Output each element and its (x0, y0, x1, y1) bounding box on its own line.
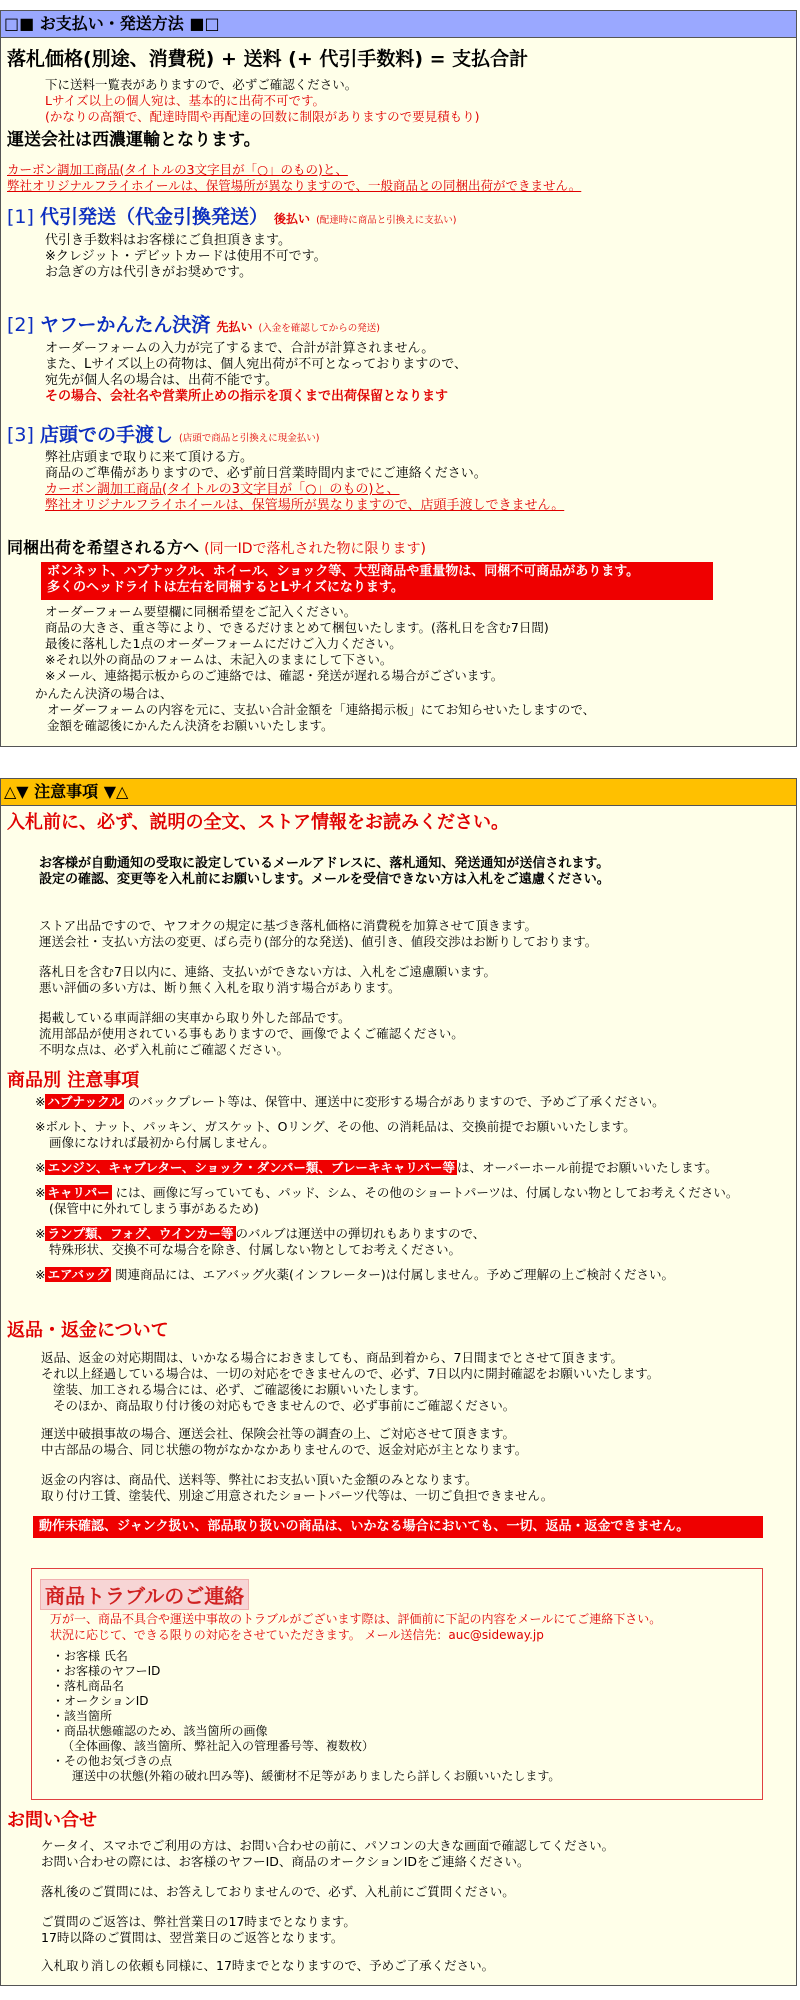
return-line: 中古部品の場合、同じ状態の物がなかなかありませんので、返金対応が主となります。 (41, 1442, 528, 1457)
contact-line: ご質問のご返答は、弊社営業日の17時までとなります。 (41, 1914, 356, 1929)
item-text: には、画像に写っていても、パッド、シム、その他のショートパーツは、付属しない物としてお考えください。 (115, 1185, 739, 1200)
method-title: 店頭での手渡し (39, 424, 173, 446)
item-text: は、オーバーホール前提でお願いいたします。 (457, 1160, 718, 1175)
method-line: オーダーフォームの入力が完了するまで、合計が計算されません。 (45, 341, 435, 356)
contact-para-3 (41, 1914, 356, 1946)
mail-line: お客様が自動通知の受取に設定しているメールアドレスに、落札通知、発送通知が送信されます。 (39, 856, 610, 871)
trouble-red-line: 状況に応じて、できる限りの対応をさせていただきます。 メール送信先：auc@sideway.jp (50, 1628, 544, 1642)
item-tag: エンジン、キャブレター、ショック・ダンパー類、ブレーキキャリパー等 (47, 1160, 455, 1175)
trouble-red-line: 万が一、商品不具合や運送中事故のトラブルがございます際は、評価前に下記の内容をメールにてご連絡下さい。 (50, 1612, 662, 1626)
trouble-title: 商品トラブルのご連絡 (40, 1579, 249, 1610)
method-line: 宛先が個人名の場合は、出荷不能です。 (45, 373, 278, 388)
trouble-item: ・オークションID (52, 1694, 149, 1708)
method-cod-heading (7, 208, 457, 227)
para-line: 不明な点は、必ず入札前にご確認ください。 (39, 1042, 290, 1057)
item-sub: 特殊形状、交換不可な場合を除き、付属しない物としてお考えください。 (49, 1242, 462, 1257)
item-sub: 画像になければ最初から付属しません。 (49, 1135, 275, 1150)
item-note: ※ キャリパー には、画像に写っていても、パッド、シム、その他のショートパーツは、付属しない物としてお考えください。 (35, 1185, 739, 1200)
carbon-notice (7, 162, 581, 194)
item-tag: ハブナックル (47, 1094, 122, 1109)
trouble-list (52, 1649, 560, 1784)
method-yahoo-heading (7, 316, 380, 335)
mail-notice (39, 856, 610, 888)
carbon-line: 弊社オリジナルフライホイールは、保管場所が異なりますので、一般商品との同梱出荷ができません。 (7, 178, 582, 193)
item-sub: (保管中に外れてしまう事があるため) (49, 1201, 259, 1216)
mail-line: 設定の確認、変更等を入札前にお願いします。メールを受信できない方は入札をご遠慮ください。 (39, 872, 610, 887)
bundle-warning (41, 562, 713, 600)
method-yahoo-body (45, 341, 467, 405)
method-subnote: (配達時に商品と引換えに支払い) (316, 215, 457, 226)
trouble-item: ・商品状態確認のため、該当箇所の画像 (52, 1724, 268, 1738)
item-note: ※ エンジン、キャブレター、ショック・ダンパー類、ブレーキキャリパー等 は、オーバーホール前提でお願いいたします。 (35, 1160, 718, 1175)
intro-line: 下に送料一覧表がありますので、必ずご確認ください。 (45, 77, 358, 92)
kantan-body (35, 686, 595, 734)
warning-line: ボンネット、ハブナックル、ホイール、ショック等、大型商品や重量物は、同梱不可商品があります。 (47, 564, 640, 579)
payment-shipping-panel (0, 10, 797, 747)
contact-title: お問い合せ (7, 1810, 97, 1831)
item-text: のバルブは運送中の弾切れもありますので、 (235, 1226, 486, 1241)
kantan-line: 金額を確認後にかんたん決済をお願いいたします。 (47, 718, 334, 733)
method-title: 代引発送（代金引換発送） (39, 206, 268, 228)
method-line: 商品のご準備がありますので、必ず前日営業時間内までにご連絡ください。 (45, 466, 487, 481)
return-line: 取り付け工賃、塗装代、別途ご用意されたショートパーツ代等は、一切ご負担できません。 (41, 1488, 554, 1503)
method-red-line: カーボン調加工商品(タイトルの3文字目が「○」のもの)と、 (45, 482, 400, 497)
notes-header: △▼ 注意事項 ▼△ (1, 779, 796, 806)
trouble-item: 運送中の状態(外箱の破れ凹み等)、緩衝材不足等がありましたら詳しくお願いいたします。 (72, 1769, 561, 1783)
item-note: ※ボルト、ナット、パッキン、ガスケット、Oリング、その他、の消耗品は、交換前提でお願いいたします。 (35, 1119, 636, 1134)
notes-panel (0, 778, 797, 1986)
method-red-line: その場合、会社名や営業所止めの指示を頂くまで出荷保留となります (45, 389, 449, 404)
trouble-item: （全体画像、該当箇所、弊社記入の管理番号等、複数枚） (62, 1739, 375, 1753)
para-line: 運送会社・支払い方法の変更、ばら売り(部分的な発送)、値引き、値段交渉はお断りしております。 (39, 934, 598, 949)
bundle-line: オーダーフォーム要望欄に同梱希望をご記入ください。 (45, 604, 357, 619)
item-text: ボルト、ナット、パッキン、ガスケット、Oリング、その他、の消耗品は、交換前提でお願いいたします。 (45, 1119, 636, 1134)
kantan-line: オーダーフォームの内容を元に、支払い合計金額を「連絡掲示板」にてお知らせいたしますので、 (47, 702, 596, 717)
item-text: のバックプレート等は、保管中、運送中に変形する場合がありますので、予めご了承ください。 (127, 1094, 665, 1109)
carbon-line: カーボン調加工商品(タイトルの3文字目が「○」のもの)と、 (7, 162, 348, 177)
contact-line: 入札取り消しの依頼も同様に、17時までとなりますので、予めご了承ください。 (41, 1958, 495, 1973)
price-formula: 落札価格(別途、消費税) + 送料 (+ 代引手数料) = 支払合計 (7, 48, 529, 70)
trouble-item: ・お客様 氏名 (52, 1649, 128, 1663)
method-number: [2] (7, 314, 34, 336)
method-line: ※クレジット・デビットカードは使用不可です。 (45, 249, 327, 264)
intro-red-line: Lサイズ以上の個人宛は、基本的に出荷不可です。 (45, 93, 325, 108)
warning-line: 多くのヘッドライトは左右を同梱するとLサイズになります。 (47, 580, 404, 595)
bundle-line: ※それ以外の商品のフォームは、未記入のままにして下さい。 (45, 652, 393, 667)
bundle-line: 商品の大きさ、重さ等により、できるだけまとめて梱包いたします。(落札日を含む7日間) (45, 620, 549, 635)
notes-para-3 (39, 1010, 464, 1058)
method-line: 弊社店頭まで取りに来て頂ける方。 (45, 450, 254, 465)
method-sub: 先払い (216, 320, 253, 334)
method-line: お急ぎの方は代引きがお奨めです。 (45, 265, 252, 280)
item-tag: ランプ類、フォグ、ウインカー等 (47, 1226, 234, 1241)
method-store-body (45, 450, 564, 514)
contact-line: ケータイ、スマホでご利用の方は、お問い合わせの前に、パソコンの大きな画面で確認してください。 (41, 1838, 615, 1853)
contact-line: 落札後のご質問には、お答えしておりませんので、必ず、入札前にご質問ください。 (41, 1884, 515, 1899)
return-line: 運送中破損事故の場合、運送会社、保険会社等の調査の上、ご対応させて頂きます。 (41, 1426, 516, 1441)
return-line: そのほか、商品取り付け後の対応もできませんので、必ず事前にご確認ください。 (53, 1398, 516, 1413)
item-note: ※ ランプ類、フォグ、ウインカー等 のバルブは運送中の弾切れもありますので、 (35, 1226, 486, 1241)
notes-para-2 (39, 964, 496, 996)
method-line: また、Lサイズ以上の荷物は、個人宛出荷が不可となっておりますので、 (45, 357, 467, 372)
method-store-heading (7, 426, 319, 445)
item-notes-list (35, 1094, 738, 1283)
contact-para-1 (41, 1838, 614, 1870)
method-title: ヤフーかんたん決済 (39, 314, 211, 336)
trouble-box (31, 1568, 763, 1800)
return-title: 返品・返金について (7, 1320, 169, 1341)
method-red-line: 弊社オリジナルフライホイールは、保管場所が異なりますので、店頭手渡しできません。 (45, 498, 565, 513)
return-warning (33, 1516, 763, 1538)
para-line: 落札日を含む7日以内に、連絡、支払いができない方は、入札をご遠慮願います。 (39, 964, 496, 979)
bundle-heading (7, 540, 426, 556)
trouble-item: ・お客様のヤフーID (52, 1664, 161, 1678)
intro-red-line: (かなりの高額で、配達時間や再配達の回数に制限がありますので要見積もり) (45, 109, 480, 124)
item-note: ※ ハブナックル のバックプレート等は、保管中、運送中に変形する場合がありますので、予めご了承ください。 (35, 1094, 665, 1109)
method-subnote: (入金を確認してからの発送) (258, 323, 380, 334)
contact-line: お問い合わせの際には、お客様のヤフーID、商品のオークションIDをご連絡ください。 (41, 1854, 530, 1869)
contact-para-2 (41, 1884, 515, 1900)
method-line: 代引き手数料はお客様にご負担頂きます。 (45, 233, 291, 248)
payment-header: □■ お支払い・発送方法 ■□ (1, 11, 796, 38)
bundle-body (45, 604, 549, 684)
return-para-3 (41, 1472, 553, 1504)
method-number: [3] (7, 424, 34, 446)
trouble-item: ・その他お気づきの点 (52, 1754, 173, 1768)
return-para-1 (41, 1350, 659, 1414)
item-note: ※ エアバッグ 関連商品には、エアバッグ火薬(インフレーター)は付属しません。予めご理解の上ご検討ください。 (35, 1267, 674, 1282)
shipping-intro (45, 77, 480, 125)
notes-para-1 (39, 918, 597, 950)
contact-line: 17時以降のご質問は、翌営業日のご返答となります。 (41, 1930, 344, 1945)
item-notes-title: 商品別 注意事項 (7, 1070, 140, 1091)
para-line: 悪い評価の多い方は、断り無く入札を取り消す場合があります。 (39, 980, 401, 995)
carrier-notice: 運送会社は西濃運輸となります。 (7, 130, 261, 150)
method-number: [1] (7, 206, 34, 228)
warning-line: 動作未確認、ジャンク扱い、部品取り扱いの商品は、いかなる場合においても、一切、返品・返金できません。 (39, 1519, 690, 1534)
trouble-item: ・落札商品名 (52, 1679, 125, 1693)
return-line: 塗装、加工される場合には、必ず、ご確認後にお願いいたします。 (53, 1382, 427, 1397)
trouble-red (50, 1611, 661, 1643)
bundle-line: ※メール、連絡掲示板からのご連絡では、確認・発送が遅れる場合がございます。 (45, 668, 504, 683)
item-tag: キャリパー (47, 1185, 110, 1200)
return-line: それ以上経過している場合は、一切の対応をできませんので、必ず、7日以内に開封確認をお願いいたします。 (41, 1366, 660, 1381)
method-subnote: (店頭で商品と引換えに現金払い) (179, 433, 320, 444)
method-sub: 後払い (274, 212, 311, 226)
bundle-line: 最後に落札した1点のオーダーフォームにだけご入力ください。 (45, 636, 402, 651)
item-tag: エアバッグ (47, 1267, 109, 1282)
bundle-title-red: (同一IDで落札された物に限ります) (204, 541, 426, 557)
bundle-title: 同梱出荷を希望される方へ (7, 538, 200, 557)
trouble-item: ・該当箇所 (52, 1709, 113, 1723)
return-line: 返金の内容は、商品代、送料等、弊社にお支払い頂いた金額のみとなります。 (41, 1472, 478, 1487)
para-line: 流用部品が使用されている事もありますので、画像でよくご確認ください。 (39, 1026, 464, 1041)
para-line: ストア出品ですので、ヤフオクの規定に基づき落札価格に消費税を加算させて頂きます。 (39, 918, 538, 933)
return-line: 返品、返金の対応期間は、いかなる場合におきましても、商品到着から、7日間までとさせて頂きます。 (41, 1350, 623, 1365)
kantan-line: かんたん決済の場合は、 (35, 686, 173, 701)
method-cod-body (45, 233, 327, 281)
return-para-2 (41, 1426, 527, 1458)
item-text: 関連商品には、エアバッグ火薬(インフレーター)は付属しません。予めご理解の上ご検討ください。 (114, 1267, 674, 1282)
para-line: 掲載している車両詳細の実車から取り外した部品です。 (39, 1010, 351, 1025)
contact-para-4 (41, 1958, 494, 1974)
notes-lead: 入札前に、必ず、説明の全文、ストア情報をお読みください。 (7, 812, 510, 833)
